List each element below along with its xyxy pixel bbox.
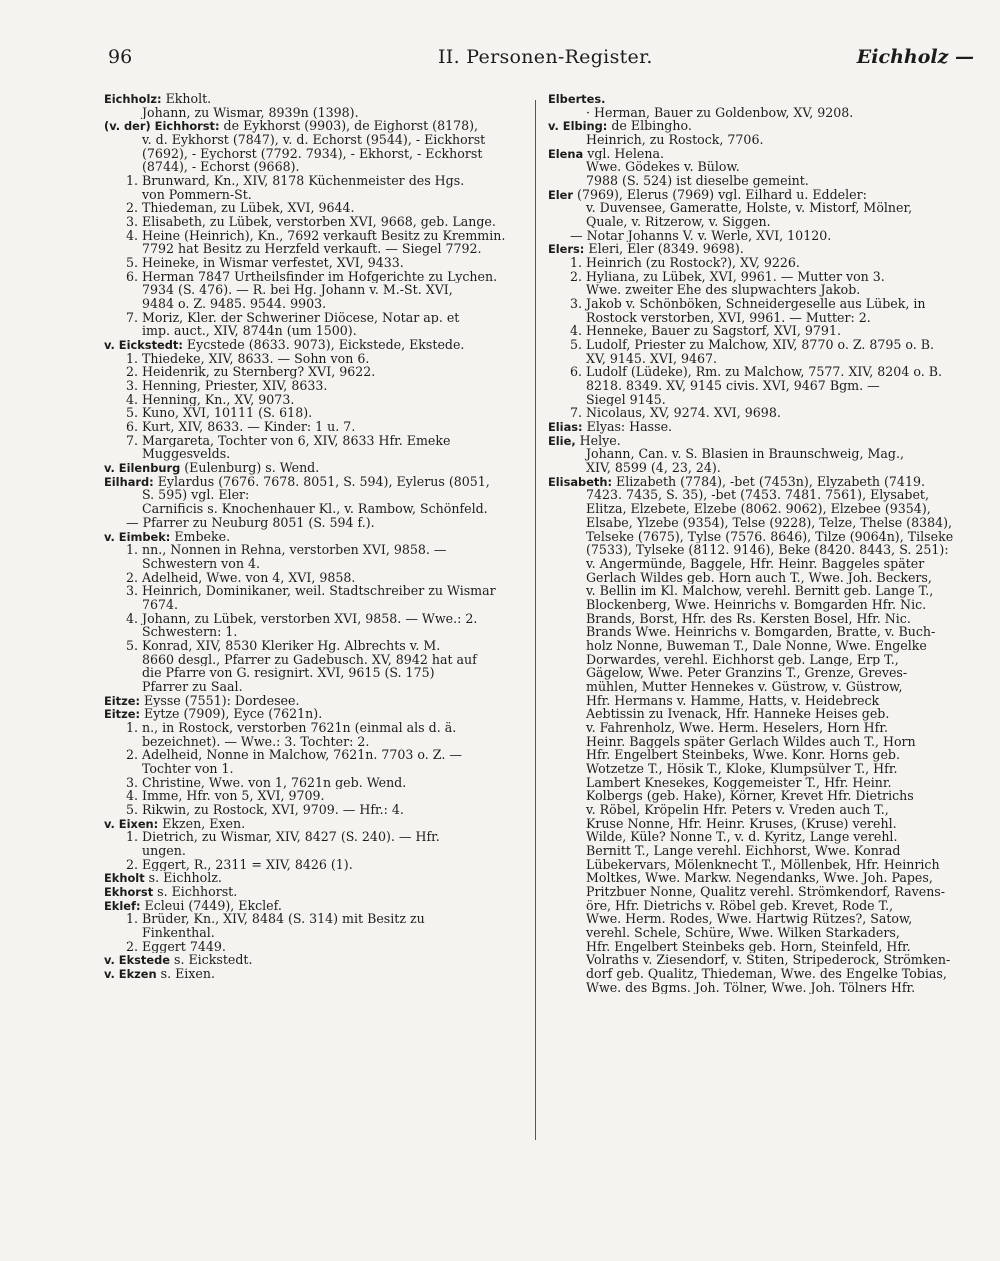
page-title: II. Personen-Register.: [438, 46, 653, 68]
entry-text: Tochter von 1.: [142, 761, 234, 776]
entry-text: Elizabeth (7784), -bet (7453n), Elyzabeth (7419.: [612, 474, 925, 489]
register-line: [548, 625, 966, 639]
entry-text: Schwestern: 1.: [142, 625, 238, 639]
entry-text: v. d. Eykhorst (7847), v. d. Echorst (9544), - Eickhorst: [142, 133, 486, 147]
entry-text: Wwe. Gödekes v. Bülow.: [586, 160, 740, 175]
register-line: [104, 543, 522, 557]
register-line: [104, 830, 522, 844]
register-line: [104, 119, 522, 133]
entry-text: Bernitt T., Lange verehl. Eichhorst, Wwe. Konrad: [586, 843, 901, 858]
entry-text: (7969), Elerus (7969) vgl. Eilhard u. Eddeler:: [573, 187, 867, 202]
entry-text: Wwe. zweiter Ehe des slupwachters Jakob.: [586, 283, 861, 298]
entry-text: 4. Henning, Kn., XV, 9073.: [126, 392, 295, 407]
register-line: [548, 830, 966, 844]
entry-headword: Ekhorst: [104, 884, 154, 899]
register-line: [104, 92, 522, 106]
entry-text: Gägelow, Wwe. Peter Granzins T., Grenze, Greves-: [586, 666, 908, 680]
register-line: [104, 475, 522, 489]
entry-text: s. Eixen.: [156, 967, 215, 981]
register-line: [104, 557, 522, 571]
entry-headword: v. Elbing:: [548, 119, 608, 134]
entry-text: 1. Heinrich (zu Rostock?), XV, 9226.: [570, 256, 800, 270]
register-line: [548, 393, 966, 407]
entry-text: Helye.: [575, 433, 621, 448]
entry-text: (Eulenburg) s. Wend.: [180, 461, 320, 475]
register-line: [104, 201, 522, 215]
entry-text: 1. Brunward, Kn., XIV, 8178 Küchenmeister des Hgs.: [126, 174, 465, 188]
register-line: [548, 899, 966, 913]
entry-text: 4. Henneke, Bauer zu Sagstorf, XVI, 9791.: [570, 324, 841, 339]
entry-text: Volraths v. Ziesendorf, v. Stiten, Stripederock, Strömken-: [586, 953, 951, 967]
register-line: [104, 844, 522, 858]
register-line: [548, 215, 966, 229]
register-line: [104, 324, 522, 338]
register-line: [104, 598, 522, 612]
register-line: [548, 311, 966, 325]
entry-text: Embeke.: [170, 529, 231, 544]
register-line: [548, 379, 966, 393]
entry-headword: Eitze:: [104, 707, 141, 721]
entry-text: Rostock verstorben, XVI, 9961. — Mutter: 2.: [586, 310, 871, 325]
register-line: [548, 338, 966, 352]
entry-text: 2. Thiedeman, zu Lübek, XVI, 9644.: [126, 201, 355, 216]
entry-text: mühlen, Mutter Hennekes v. Güstrow, v. Güstrow,: [586, 679, 903, 694]
register-line: [104, 420, 522, 434]
register-line: [548, 762, 966, 776]
entry-text: · Herman, Bauer zu Goldenbow, XV, 9208.: [586, 105, 854, 120]
register-line: [548, 543, 966, 557]
entry-headword: Elena: [548, 146, 584, 161]
entry-text: öre, Hfr. Dietrichs v. Röbel geb. Krevet, Rode T.,: [586, 898, 894, 913]
entry-text: Lübekervars, Mölenknecht T., Möllenbek, Hfr. Heinrich: [586, 857, 940, 872]
entry-text: Eleri, Eler (8349. 9698).: [584, 242, 744, 257]
entry-text: 1. Brüder, Kn., XIV, 8484 (S. 314) mit Besitz zu: [126, 912, 425, 926]
entry-text: Eysse (7551): Dordesee.: [140, 693, 300, 708]
register-line: [548, 981, 966, 995]
register-line: [548, 748, 966, 762]
register-line: [548, 516, 966, 530]
register-line: [104, 571, 522, 585]
register-line: [548, 434, 966, 448]
entry-text: de Elbingho.: [607, 119, 692, 134]
register-line: [548, 106, 966, 120]
page-number: 96: [108, 46, 133, 68]
register-line: [548, 488, 966, 502]
register-line: [104, 653, 522, 667]
register-line: [104, 160, 522, 174]
entry-text: Johann, zu Wismar, 8939n (1398).: [142, 105, 359, 120]
entry-headword: v. Eilenburg: [104, 461, 181, 475]
entry-text: 2. Hyliana, zu Lübek, XVI, 9961. — Mutter von 3.: [570, 269, 885, 284]
register-line: [104, 666, 522, 680]
register-line: [548, 584, 966, 598]
entry-text: Quale, v. Ritzerow, v. Siggen.: [586, 215, 771, 229]
entry-text: de Eykhorst (9903), de Eighorst (8178),: [219, 119, 479, 134]
entry-text: (8744), - Echorst (9668).: [142, 160, 300, 175]
entry-text: Wwe. Herm. Rodes, Wwe. Hartwig Rützes?, Satow,: [586, 912, 913, 926]
entry-text: v. Duvensee, Gameratte, Holste, v. Mistorf, Mölner,: [586, 201, 913, 216]
register-line: [548, 639, 966, 653]
entry-text: Elitza, Elzebete, Elzebe (8062. 9062), Elzebee (9354),: [586, 502, 931, 516]
register-line: [104, 899, 522, 913]
register-line: [104, 748, 522, 762]
entry-text: 1. Thiedeke, XIV, 8633. — Sohn von 6.: [126, 351, 370, 366]
register-line: [104, 584, 522, 598]
entry-text: vgl. Helena.: [583, 146, 664, 161]
register-line: [104, 967, 522, 981]
entry-text: 3. Heinrich, Dominikaner, weil. Stadtschreiber zu Wismar: [126, 584, 496, 598]
register-line: [548, 406, 966, 420]
entry-headword: v. Ekzen: [104, 967, 157, 981]
register-line: [104, 789, 522, 803]
register-line: [548, 953, 966, 967]
entry-text: 6. Herman 7847 Urtheilsfinder im Hofgerichte zu Lychen.: [126, 269, 498, 284]
entry-text: Muggesvelds.: [142, 447, 231, 462]
register-line: [104, 311, 522, 325]
entry-text: Ecleui (7449), Ekclef.: [140, 898, 282, 913]
register-line: [548, 229, 966, 243]
entry-text: (7533), Tylseke (8112. 9146), Beke (8420. 8443, S. 251):: [586, 543, 949, 557]
register-line: [548, 967, 966, 981]
register-line: [104, 694, 522, 708]
entry-text: Carnificis s. Knochenhauer Kl., v. Rambow, Schönfeld.: [142, 502, 488, 516]
register-line: [548, 270, 966, 284]
entry-text: Pfarrer zu Saal.: [142, 679, 243, 694]
entry-text: Elyas: Hasse.: [582, 420, 673, 434]
register-line: [548, 475, 966, 489]
register-line: [104, 229, 522, 243]
entry-headword: Eichholz:: [104, 92, 162, 106]
entry-headword: Ekholt: [104, 871, 145, 885]
register-line: [104, 106, 522, 120]
entry-headword: Elers:: [548, 242, 585, 257]
entry-text: Kolbergs (geb. Hake), Körner, Krevet Hfr. Dietrichs: [586, 789, 914, 803]
register-line: [548, 365, 966, 379]
register-line: [548, 858, 966, 872]
entry-text: 3. Elisabeth, zu Lübek, verstorben XVI, 9668, geb. Lange.: [126, 215, 496, 229]
register-line: [104, 283, 522, 297]
entry-text: Heinrich, zu Rostock, 7706.: [586, 133, 764, 147]
entry-text: Ekzen, Exen.: [158, 816, 246, 831]
register-line: [104, 365, 522, 379]
entry-text: 7988 (S. 524) ist dieselbe gemeint.: [586, 174, 809, 188]
register-line: [548, 653, 966, 667]
entry-text: 7423. 7435, S. 35), -bet (7453. 7481. 7561), Elysabet,: [586, 488, 929, 503]
register-line: [548, 420, 966, 434]
register-line: [104, 393, 522, 407]
register-line: [548, 885, 966, 899]
entry-text: 2. Adelheid, Nonne in Malchow, 7621n. 7703 o. Z. —: [126, 748, 462, 762]
register-line: [104, 885, 522, 899]
register-line: [104, 516, 522, 530]
register-line: [548, 803, 966, 817]
register-line: [548, 174, 966, 188]
entry-text: 5. Konrad, XIV, 8530 Kleriker Hg. Albrechts v. M.: [126, 638, 441, 653]
entry-text: Heinr. Baggels später Gerlach Wildes auch T., Horn: [586, 734, 916, 749]
entry-text: Dorwardes, verehl. Eichhorst geb. Lange, Erp T.,: [586, 652, 899, 667]
entry-text: Hfr. Engelbert Steinbeks geb. Horn, Steinfeld, Hfr.: [586, 939, 911, 954]
entry-text: 7934 (S. 476). — R. bei Hg. Johann v. M.-St. XVI,: [142, 283, 453, 298]
register-line: [548, 871, 966, 885]
register-line: [548, 598, 966, 612]
entry-text: Blockenberg, Wwe. Heinrichs v. Bomgarden Hfr. Nic.: [586, 597, 927, 612]
entry-text: 5. Rikwin, zu Rostock, XVI, 9709. — Hfr.: 4.: [126, 802, 404, 817]
register-line: [104, 680, 522, 694]
entry-text: Finkenthal.: [142, 925, 215, 940]
entry-text: — Pfarrer zu Neuburg 8051 (S. 594 f.).: [126, 515, 375, 530]
entry-text: Telseke (7675), Tylse (7576. 8646), Tilze (9064n), Tilseke: [586, 529, 954, 544]
left-column: [104, 92, 522, 981]
register-line: [548, 694, 966, 708]
register-line: [548, 912, 966, 926]
entry-text: 7. Margareta, Tochter von 6, XIV, 8633 Hfr. Emeke: [126, 433, 451, 448]
entry-headword: (v. der) Eichhorst:: [104, 119, 220, 134]
entry-text: 1. nn., Nonnen in Rehna, verstorben XVI, 9858. —: [126, 543, 447, 557]
entry-text: Hfr. Engelbert Steinbeks, Wwe. Konr. Horns geb.: [586, 748, 900, 762]
register-line: [548, 133, 966, 147]
entry-text: Wwe. des Bgms. Joh. Tölner, Wwe. Joh. Tölners Hfr.: [586, 980, 916, 995]
column-divider: [535, 100, 536, 1140]
entry-text: 2. Heidenrik, zu Sternberg? XVI, 9622.: [126, 365, 376, 380]
entry-headword: v. Eimbek:: [104, 529, 171, 544]
register-line: [548, 844, 966, 858]
register-line: [548, 530, 966, 544]
entry-headword: v. Eickstedt:: [104, 338, 183, 352]
register-line: [104, 447, 522, 461]
register-line: [104, 461, 522, 475]
entry-headword: Eler: [548, 187, 574, 202]
entry-text: 3. Henning, Priester, XIV, 8633.: [126, 379, 328, 393]
register-line: [104, 625, 522, 639]
register-line: [548, 926, 966, 940]
entry-headword: Elias:: [548, 420, 583, 434]
register-line: [548, 201, 966, 215]
entry-text: Brands, Borst, Hfr. des Rs. Kersten Bosel, Hfr. Nic.: [586, 611, 911, 626]
entry-text: 7674.: [142, 597, 179, 612]
entry-text: Siegel 9145.: [586, 392, 666, 407]
entry-text: XV, 9145. XVI, 9467.: [586, 351, 718, 366]
entry-text: Johann, Can. v. S. Blasien in Braunschweig, Mag.,: [586, 447, 904, 462]
register-line: [548, 817, 966, 831]
entry-text: Ekholt.: [161, 92, 212, 106]
register-line: [104, 612, 522, 626]
entry-text: 5. Ludolf, Priester zu Malchow, XIV, 8770 o. Z. 8795 o. B.: [570, 338, 935, 352]
register-line: [104, 707, 522, 721]
entry-text: 2. Eggert 7449.: [126, 939, 226, 954]
register-line: [548, 256, 966, 270]
register-line: [548, 680, 966, 694]
register-line: [104, 352, 522, 366]
register-line: [548, 707, 966, 721]
register-line: [548, 242, 966, 256]
register-line: [104, 338, 522, 352]
entry-headword: Eitze:: [104, 693, 141, 708]
register-line: [548, 735, 966, 749]
register-line: [104, 530, 522, 544]
entry-text: holz Nonne, Buweman T., Dale Nonne, Wwe. Engelke: [586, 638, 927, 653]
register-line: [548, 160, 966, 174]
register-line: [548, 461, 966, 475]
entry-text: Elsabe, Ylzebe (9354), Telse (9228), Telze, Thelse (8384),: [586, 515, 953, 530]
register-line: [104, 147, 522, 161]
entry-text: Wotzetze T., Hösik T., Kloke, Klumpsülver T., Hfr.: [586, 761, 898, 776]
entry-text: 9484 o. Z. 9485. 9544. 9903.: [142, 297, 327, 311]
entry-text: Schwestern von 4.: [142, 556, 260, 571]
register-line: [104, 488, 522, 502]
register-line: [548, 571, 966, 585]
register-line: [548, 776, 966, 790]
register-line: [104, 817, 522, 831]
entry-headword: Elbertes.: [548, 92, 606, 106]
entry-text: 1. n., in Rostock, verstorben 7621n (einmal als d. ä.: [126, 720, 457, 735]
entry-headword: Eilhard:: [104, 474, 154, 489]
entry-text: 3. Jakob v. Schönböken, Schneidergeselle aus Lübek, in: [570, 297, 926, 311]
register-line: [548, 447, 966, 461]
entry-text: Eycstede (8633. 9073), Eickstede, Ekstede.: [182, 338, 465, 352]
entry-text: Pritzbuer Nonne, Qualitz verehl. Strömkendorf, Ravens-: [586, 884, 946, 899]
entry-headword: Elie,: [548, 433, 576, 448]
entry-text: s. Eichhorst.: [153, 884, 238, 899]
entry-text: v. Angermünde, Baggele, Hfr. Heinr. Baggeles später: [586, 556, 925, 571]
entry-headword: Eklef:: [104, 898, 141, 913]
register-line: [104, 926, 522, 940]
entry-text: 8218. 8349. XV, 9145 civis. XVI, 9467 Bgm. —: [586, 379, 880, 393]
entry-text: 7. Moriz, Kler. der Schweriner Diöcese, Notar ap. et: [126, 310, 460, 325]
register-line: [104, 858, 522, 872]
entry-text: XIV, 8599 (4, 23, 24).: [586, 461, 721, 475]
entry-text: v. Fahrenholz, Wwe. Herm. Heselers, Horn Hfr.: [586, 720, 888, 735]
entry-text: v. Röbel, Kröpelin Hfr. Peters v. Vreden auch T.,: [586, 802, 889, 817]
entry-text: s. Eichholz.: [144, 871, 222, 885]
entry-text: 4. Johann, zu Lübek, verstorben XVI, 9858. — Wwe.: 2.: [126, 611, 478, 626]
entry-text: (7692), - Eychorst (7792. 7934), - Ekhorst, - Eckhorst: [142, 146, 483, 161]
register-line: [548, 612, 966, 626]
running-head: Eichholz —: [856, 46, 974, 68]
register-line: [104, 871, 522, 885]
register-line: [548, 297, 966, 311]
register-line: [548, 283, 966, 297]
entry-text: Eytze (7909), Eyce (7621n).: [140, 707, 323, 721]
entry-text: Hfr. Hermans v. Hamme, Hatts, v. Heidebreck: [586, 693, 880, 708]
register-line: [548, 188, 966, 202]
register-line: [548, 502, 966, 516]
register-line: [548, 721, 966, 735]
register-line: [104, 762, 522, 776]
register-line: [104, 379, 522, 393]
register-line: [104, 133, 522, 147]
entry-headword: v. Ekstede: [104, 953, 170, 967]
entry-headword: v. Eixen:: [104, 816, 159, 831]
entry-text: bezeichnet). — Wwe.: 3. Tochter: 2.: [142, 734, 370, 749]
register-line: [104, 297, 522, 311]
register-line: [548, 324, 966, 338]
register-line: [104, 776, 522, 790]
entry-text: verehl. Schele, Schüre, Wwe. Wilken Starkaders,: [586, 925, 900, 940]
entry-text: S. 595) vgl. Eler:: [142, 488, 250, 503]
entry-text: 2. Adelheid, Wwe. von 4, XVI, 9858.: [126, 570, 356, 585]
register-line: [104, 215, 522, 229]
entry-text: v. Bellin im Kl. Malchow, verehl. Bernitt geb. Lange T.,: [586, 584, 934, 598]
entry-text: 6. Ludolf (Lüdeke), Rm. zu Malchow, 7577. XIV, 8204 o. B.: [570, 365, 942, 380]
entry-text: von Pommern-St.: [142, 187, 252, 202]
entry-text: dorf geb. Qualitz, Thiedeman, Wwe. des Engelke Tobias,: [586, 967, 947, 981]
register-line: [104, 174, 522, 188]
entry-text: die Pfarre von G. resignirt. XVI, 9615 (S. 175): [142, 666, 435, 680]
entry-text: s. Eickstedt.: [169, 953, 253, 967]
register-line: [104, 188, 522, 202]
entry-text: — Notar Johanns V. v. Werle, XVI, 10120.: [570, 228, 832, 243]
entry-text: 3. Christine, Wwe. von 1, 7621n geb. Wend.: [126, 775, 407, 790]
entry-text: Brands Wwe. Heinrichs v. Bomgarden, Bratte, v. Buch-: [586, 625, 936, 639]
register-line: [104, 434, 522, 448]
register-line: [548, 557, 966, 571]
entry-text: Moltkes, Wwe. Markw. Negendanks, Wwe. Joh. Papes,: [586, 871, 933, 885]
entry-text: ungen.: [142, 843, 186, 858]
register-line: [548, 92, 966, 106]
entry-text: imp. auct., XIV, 8744n (um 1500).: [142, 324, 357, 339]
entry-text: 5. Kuno, XVI, 10111 (S. 618).: [126, 406, 313, 421]
entry-text: 4. Imme, Hfr. von 5, XVI, 9709.: [126, 789, 325, 803]
register-line: [104, 721, 522, 735]
register-line: [548, 352, 966, 366]
entry-text: 7792 hat Besitz zu Herzfeld verkauft. — Siegel 7792.: [142, 242, 482, 257]
register-line: [104, 912, 522, 926]
entry-text: Lambert Knesekes, Koggemeister T., Hfr. Heinr.: [586, 775, 892, 790]
register-line: [104, 242, 522, 256]
register-line: [104, 953, 522, 967]
register-line: [104, 940, 522, 954]
entry-text: 2. Eggert, R., 2311 = XIV, 8426 (1).: [126, 857, 353, 872]
entry-text: 1. Dietrich, zu Wismar, XIV, 8427 (S. 240). — Hfr.: [126, 830, 440, 844]
entry-text: Aebtissin zu Ivenack, Hfr. Hanneke Heises geb.: [586, 707, 890, 721]
right-column: [548, 92, 966, 994]
entry-text: 8660 desgl., Pfarrer zu Gadebusch. XV, 8942 hat auf: [142, 652, 477, 667]
register-line: [104, 735, 522, 749]
entry-text: Kruse Nonne, Hfr. Heinr. Kruses, (Kruse) verehl.: [586, 816, 897, 831]
entry-text: 6. Kurt, XIV, 8633. — Kinder: 1 u. 7.: [126, 420, 356, 434]
register-line: [104, 639, 522, 653]
entry-text: 5. Heineke, in Wismar verfestet, XVI, 9433.: [126, 256, 404, 270]
entry-text: Gerlach Wildes geb. Horn auch T., Wwe. Joh. Beckers,: [586, 570, 932, 585]
register-line: [104, 502, 522, 516]
entry-text: Wilde, Küle? Nonne T., v. d. Kyritz, Lange verehl.: [586, 830, 898, 844]
page-header: [108, 46, 1000, 80]
register-line: [104, 256, 522, 270]
register-line: [548, 940, 966, 954]
register-line: [548, 119, 966, 133]
register-line: [104, 406, 522, 420]
register-line: [548, 147, 966, 161]
entry-text: 7. Nicolaus, XV, 9274. XVI, 9698.: [570, 406, 781, 421]
register-line: [104, 803, 522, 817]
register-line: [548, 789, 966, 803]
register-line: [548, 666, 966, 680]
register-line: [104, 270, 522, 284]
entry-text: Eylardus (7676. 7678. 8051, S. 594), Eylerus (8051,: [153, 474, 490, 489]
entry-headword: Elisabeth:: [548, 474, 613, 489]
entry-text: 4. Heine (Heinrich), Kn., 7692 verkauft Besitz zu Kremmin.: [126, 228, 506, 243]
